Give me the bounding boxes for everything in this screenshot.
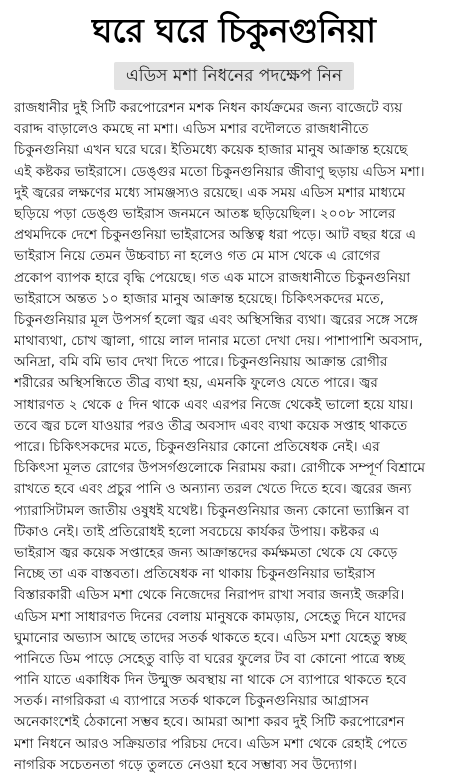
body-line: প্যারাসিটামল জাতীয় ওষুধই যথেষ্ট। চিকুনগুনিয়ার জন্য কোনো ভ্যাক্সিন বা <box>14 502 410 519</box>
body-line: প্রথমদিকে দেশে চিকুনগুনিয়া ভাইরাসের অস্তিত্ব ধরা পড়ে। আট বছর ধরে এ <box>14 227 417 244</box>
body-line: অনেকাংশেই ঠেকানো সম্ভব হবে। আমরা আশা করব দুই সিটি করপোরেশন <box>14 714 405 731</box>
body-line: বিস্তারকারী এডিস মশা থেকে নিজেদের নিরাপদ রাখা সবার জন্যই জরুরি। <box>14 587 405 604</box>
body-line: রাখতে হবে এবং প্রচুর পানি ও অন্যান্য তরল খেতে দিতে হবে। জ্বরের জন্য <box>14 481 412 498</box>
subheadline-banner <box>14 62 454 92</box>
body-line: পারে। চিকিৎসকদের মতে, চিকুনগুনিয়ার কোনো প্রতিষেধক নেই। এর <box>14 439 380 455</box>
body-line: চিকুনগুনিয়ার মূল উপসর্গ হলো জ্বর এবং অস্থিসন্ধির ব্যথা। জ্বরের সঙ্গে সঙ্গে <box>14 311 418 328</box>
body-line: ঘুমানোর অভ্যাস আছে তাদের সতর্ক থাকতে হবে। এডিস মশা যেহেতু স্বচ্ছ <box>14 629 407 646</box>
body-line: ছড়িয়ে পড়া ডেঙ্গু ভাইরাস জনমনে আতঙ্ক ছড়িয়েছিল। ২০০৮ সালের <box>14 205 396 222</box>
body-line: ভাইরাস জ্বর কয়েক সপ্তাহের জন্য আক্রান্তদের কর্মক্ষমতা থেকে যে কেড়ে <box>14 544 398 561</box>
body-line: চিকিৎসা মূলত রোগের উপসর্গগুলোকে নিরাময় করা। রোগীকে সম্পূর্ণ বিশ্রামে <box>14 460 426 477</box>
body-line: বরাদ্দ বাড়ালেও কমছে না মশা। এডিস মশার বদৌলতে রাজধানীতে <box>14 121 369 138</box>
body-line: অনিদ্রা, বমি বমি ভাব দেখা দিতে পারে। চিকুনগুনিয়ায় আক্রান্ত রোগীর <box>14 354 388 371</box>
body-line: এডিস মশা সাধারণত দিনের বেলায় মানুষকে কামড়ায়, সেহেতু দিনে যাদের <box>14 608 407 625</box>
body-line: এই কষ্টকর ভাইরাসে। ডেঙ্গুর মতো চিকুনগুনিয়ার জীবাণু ছড়ায় এডিস মশা। <box>14 163 425 180</box>
body-line: নিচ্ছে তা এক বাস্তবতা। প্রতিষেধক না থাকায় চিকুনগুনিয়ার ভাইরাস <box>14 566 376 583</box>
body-line: পানি যাতে একাধিক দিন উন্মুক্ত অবস্থায় না থাকে সে ব্যাপারে থাকতে হবে <box>14 672 407 689</box>
body-line: দুই জ্বরের লক্ষণের মধ্যে সামঞ্জস্যও রয়েছে। এক সময় এডিস মশার মাধ্যমে <box>14 184 406 201</box>
body-line: তবে জ্বর চলে যাওয়ার পরও তীব্র অবসাদ এবং ব্যথা কয়েক সপ্তাহ থাকতে <box>14 417 408 434</box>
body-line: টিকাও নেই। তাই প্রতিরোধই হলো সবচেয়ে কার্যকর উপায়। কষ্টকর এ <box>14 523 380 540</box>
subheadline: এডিস মশা নিধনের পদক্ষেপ নিন <box>114 62 354 90</box>
headline: ঘরে ঘরে চিকুনগুনিয়া <box>91 11 377 50</box>
body-line: মশা নিধনে আরও সক্রিয়তার পরিচয় দেবে। এডিস মশা থেকে রেহাই পেতে <box>14 735 408 752</box>
article-body <box>14 98 454 776</box>
body-line: পানিতে ডিম পাড়ে সেহেতু বাড়ি বা ঘরের ফুলের টব বা কোনো পাত্রে স্বচ্ছ <box>14 650 405 667</box>
body-line: মাথাব্যথা, চোখ জ্বালা, গায়ে লাল দানার মতো দেখা দেয়। পাশাপাশি অবসাদ, <box>14 333 423 350</box>
body-line: ভাইরাসে অন্তত ১০ হাজার মানুষ আক্রান্ত হয়েছে। চিকিৎসকদের মতে, <box>14 290 385 307</box>
body-line: চিকুনগুনিয়া এখন ঘরে ঘরে। ইতিমধ্যে কয়েক হাজার মানুষ আক্রান্ত হয়েছে <box>14 142 408 159</box>
body-line: সাধারণত ২ থেকে ৫ দিন থাকে এবং এরপর নিজে থেকেই ভালো হয়ে যায়। <box>14 396 414 413</box>
body-line: ভাইরাস নিয়ে তেমন উচ্চবাচ্য না হলেও গত মে মাস থেকে এ রোগের <box>14 248 381 265</box>
body-line: রাজধানীর দুই সিটি করপোরেশন মশক নিধন কার্যক্রমের জন্য বাজেটে ব্যয় <box>14 100 403 116</box>
body-line: সতর্ক। নাগরিকরা এ ব্যাপারে সতর্ক থাকলে চিকুনগুনিয়ার আগ্রাসন <box>14 693 369 710</box>
body-line: নাগরিক সচেতনতা গড়ে তুলতে নেওয়া হবে সম্ভাব্য সব উদ্যোগ। <box>14 756 358 773</box>
body-line: শরীরের অস্থিসন্ধিতে তীব্র ব্যথা হয়, এমনকি ফুলেও যেতে পারে। জ্বর <box>14 375 378 392</box>
body-line: প্রকোপ ব্যাপক হারে বৃদ্ধি পেয়েছে। গত এক মাসে রাজধানীতে চিকুনগুনিয়া <box>14 269 411 286</box>
